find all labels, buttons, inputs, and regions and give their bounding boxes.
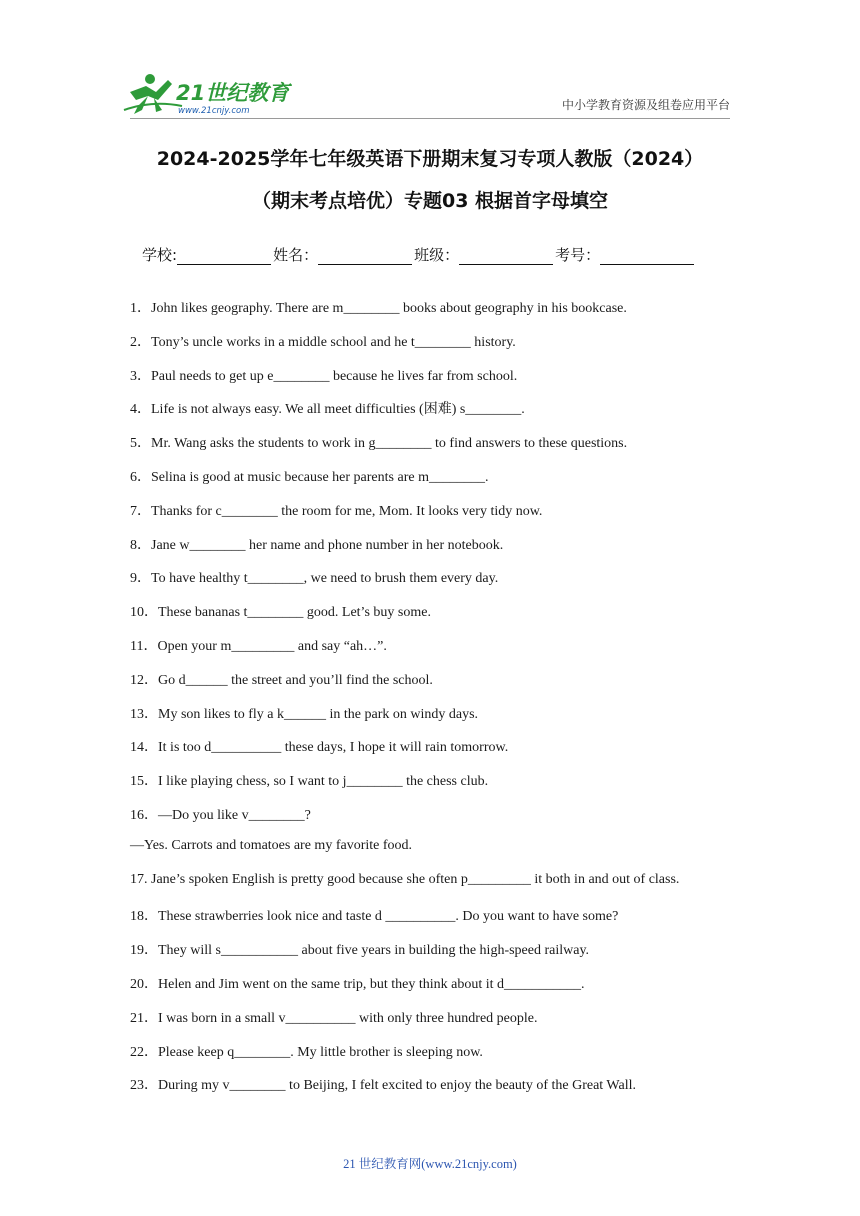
question-1: 1．John likes geography. There are m________ books about geography in his bookcase.: [130, 301, 627, 316]
runner-icon: [124, 74, 182, 114]
question-16-answer: —Yes. Carrots and tomatoes are my favorite food.: [130, 838, 413, 853]
question-3: 3．Paul needs to get up e________ because he lives far from school.: [130, 369, 518, 384]
header-divider: [130, 118, 730, 119]
student-info: [142, 244, 696, 265]
school-label: 学校:: [142, 246, 178, 264]
question-6: 6．Selina is good at music because her parents are m________.: [130, 470, 489, 485]
question-17: 17. Jane’s spoken English is pretty good because she often p_________ it both in and out of class.: [130, 872, 680, 887]
number-field[interactable]: [600, 248, 694, 265]
question-10: 10．These bananas t________ good. Let’s buy some.: [130, 605, 431, 620]
question-18: 18．These strawberries look nice and taste d __________. Do you want to have some?: [130, 909, 619, 924]
question-11: 11．Open your m_________ and say “ah…”.: [130, 639, 387, 654]
school-field[interactable]: [177, 248, 271, 265]
class-label: 班级：: [414, 246, 460, 264]
logo-url: www.21cnjy.com: [178, 106, 250, 116]
question-12: 12．Go d______ the street and you’ll find the school.: [130, 673, 433, 688]
question-15: 15．I like playing chess, so I want to j________ the chess club.: [130, 774, 489, 789]
question-5: 5．Mr. Wang asks the students to work in g________ to find answers to these questions.: [130, 436, 628, 451]
question-13: 13．My son likes to fly a k______ in the park on windy days.: [130, 707, 479, 722]
question-4: 4．Life is not always easy. We all meet difficulties (困难) s________.: [130, 402, 525, 417]
question-16: 16．—Do you like v________?: [130, 808, 311, 823]
page-title: 2024-2025学年七年级英语下册期末复习专项人教版（2024）: [156, 148, 704, 170]
class-field[interactable]: [459, 248, 553, 265]
platform-name: 中小学教育资源及组卷应用平台: [561, 98, 730, 112]
question-2: 2．Tony’s uncle works in a middle school and he t________ history.: [130, 335, 516, 350]
name-label: 姓名：: [273, 246, 319, 264]
question-22: 22．Please keep q________. My little brother is sleeping now.: [130, 1045, 483, 1060]
page-subtitle: （期末考点培优）专题03 根据首字母填空: [251, 190, 609, 212]
question-19: 19．They will s___________ about five years in building the high-speed railway.: [130, 943, 590, 958]
question-21: 21．I was born in a small v__________ with only three hundred people.: [130, 1011, 538, 1026]
question-14: 14．It is too d__________ these days, I hope it will rain tomorrow.: [130, 740, 509, 755]
footer-link[interactable]: 21 世纪教育网(www.21cnjy.com): [343, 1157, 517, 1171]
number-label: 考号：: [555, 246, 601, 264]
question-23: 23．During my v________ to Beijing, I felt excited to enjoy the beauty of the Great Wall.: [130, 1078, 637, 1093]
site-logo: [122, 70, 292, 116]
name-field[interactable]: [318, 248, 412, 265]
question-9: 9．To have healthy t________, we need to brush them every day.: [130, 571, 499, 586]
question-8: 8．Jane w________ her name and phone number in her notebook.: [130, 538, 504, 553]
question-7: 7．Thanks for c________ the room for me, Mom. It looks very tidy now.: [130, 504, 543, 519]
logo-text: 21世纪教育: [176, 81, 290, 105]
question-20: 20．Helen and Jim went on the same trip, but they think about it d___________.: [130, 977, 585, 992]
